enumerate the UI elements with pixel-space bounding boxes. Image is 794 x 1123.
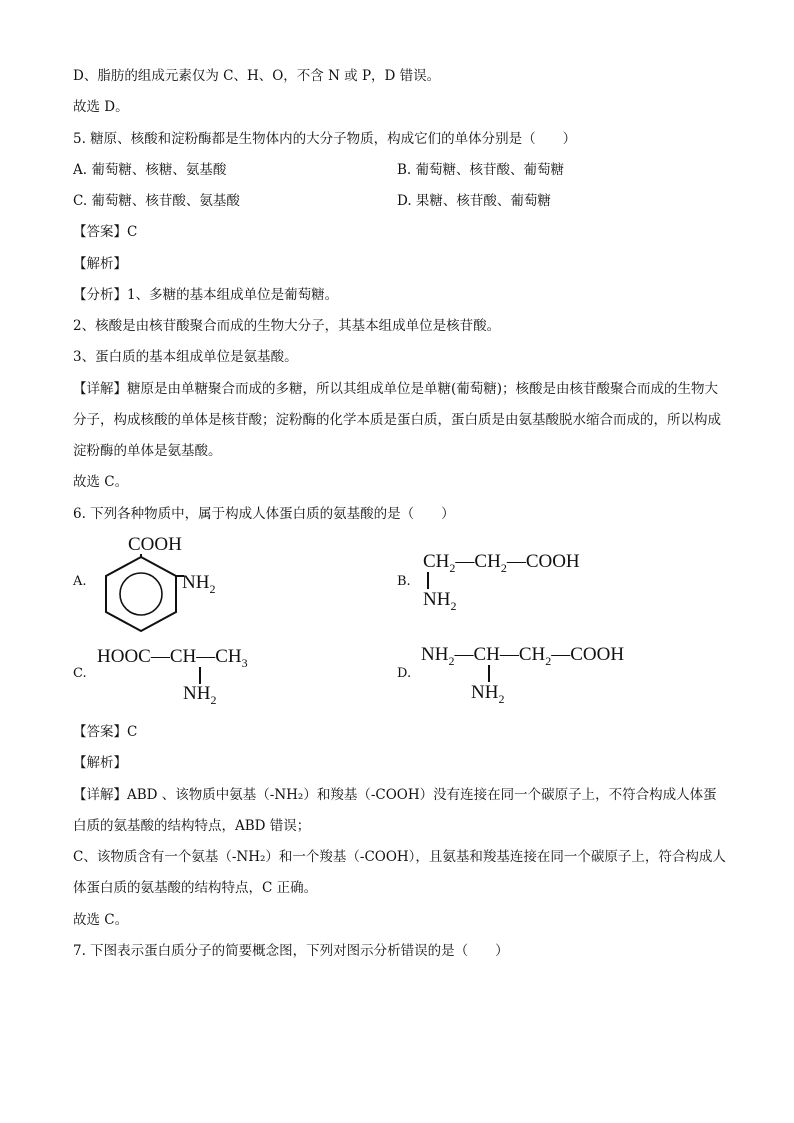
q5-option-c: C. 葡萄糖、核苷酸、氨基酸 — [73, 193, 240, 209]
formula-b-amino: $NH_2$ — [423, 589, 457, 613]
q6-detail-1: 【详解】ABD 、该物质中氨基（-NH₂）和羧基（-COOH）没有连接在同一个碳原子上，不符合构成人体蛋白质的氨基酸的结构特点，ABD 错误； — [73, 787, 717, 834]
q5-analysis-point-3: 3、蛋白质的基本组成单位是氨基酸。 — [73, 349, 298, 365]
q5-analysis-tag: 【解析】 — [73, 256, 127, 272]
q6-analysis-tag: 【解析】 — [73, 755, 127, 771]
formula-c-chain: $HOOC—CH—CH_3$ — [97, 646, 248, 670]
formula-c-amino: $NH_2$ — [183, 683, 217, 707]
q6-detail-2: C、该物质含有一个氨基（-NH₂）和一个羧基（-COOH），且氨基和羧基连接在同一个碳原子上，符合构成人体蛋白质的氨基酸的结构特点，C 正确。 — [73, 849, 726, 896]
q6-label-a: A. — [73, 574, 87, 589]
q6-conclusion: 故选 C。 — [73, 912, 129, 928]
formula-d-chain: $NH_2—CH—CH_2—COOH$ — [421, 644, 625, 668]
q5-option-d: D. 果糖、核苷酸、葡萄糖 — [397, 193, 551, 209]
q6-label-c: C. — [73, 666, 87, 681]
formula-d-bond — [487, 665, 493, 683]
formula-a-amino: $NH_2$ — [182, 572, 216, 596]
q5-option-b: B. 葡萄糖、核苷酸、葡萄糖 — [397, 162, 565, 178]
q5-analysis-point-1: 【分析】1、多糖的基本组成单位是葡萄糖。 — [73, 287, 339, 303]
question-6-stem: 6. 下列各种物质中，属于构成人体蛋白质的氨基酸的是（ ） — [73, 506, 455, 522]
q5-detail: 【详解】糖原是由单糖聚合而成的多糖，所以其组成单位是单糖(葡萄糖)；核酸是由核苷酸聚合而成的生物大分子，构成核酸的单体是核苷酸；淀粉酶的化学本质是蛋白质，蛋白质是由氨基酸脱水缩合而成的，所以构成淀粉酶的单体是氨基酸。 — [73, 381, 721, 459]
q6-answer: 【答案】C — [73, 724, 138, 740]
question-7-stem: 7. 下图表示蛋白质分子的简要概念图，下列对图示分析错误的是（ ） — [73, 943, 509, 959]
q5-answer: 【答案】C — [73, 224, 138, 240]
formula-b-bond — [426, 572, 432, 590]
formula-b-chain: $CH_2—CH_2—COOH$ — [423, 551, 580, 575]
q6-label-b: B. — [397, 574, 411, 589]
option-d-explanation: D、脂肪的组成元素仅为 C、H、O，不含 N 或 P，D 错误。 — [73, 68, 441, 84]
formula-a-carboxyl: COOH — [128, 534, 182, 555]
conclusion-d: 故选 D。 — [73, 99, 129, 115]
formula-d-amino: $NH_2$ — [471, 682, 505, 706]
q5-conclusion: 故选 C。 — [73, 474, 129, 490]
q5-option-a: A. 葡萄糖、核糖、氨基酸 — [73, 162, 227, 178]
benzene-ring — [96, 554, 186, 634]
q6-label-d: D. — [397, 666, 412, 681]
q5-analysis-point-2: 2、核酸是由核苷酸聚合而成的生物大分子，其基本组成单位是核苷酸。 — [73, 318, 501, 334]
question-5-stem: 5. 糖原、核酸和淀粉酶都是生物体内的大分子物质，构成它们的单体分别是（ ） — [73, 131, 577, 147]
